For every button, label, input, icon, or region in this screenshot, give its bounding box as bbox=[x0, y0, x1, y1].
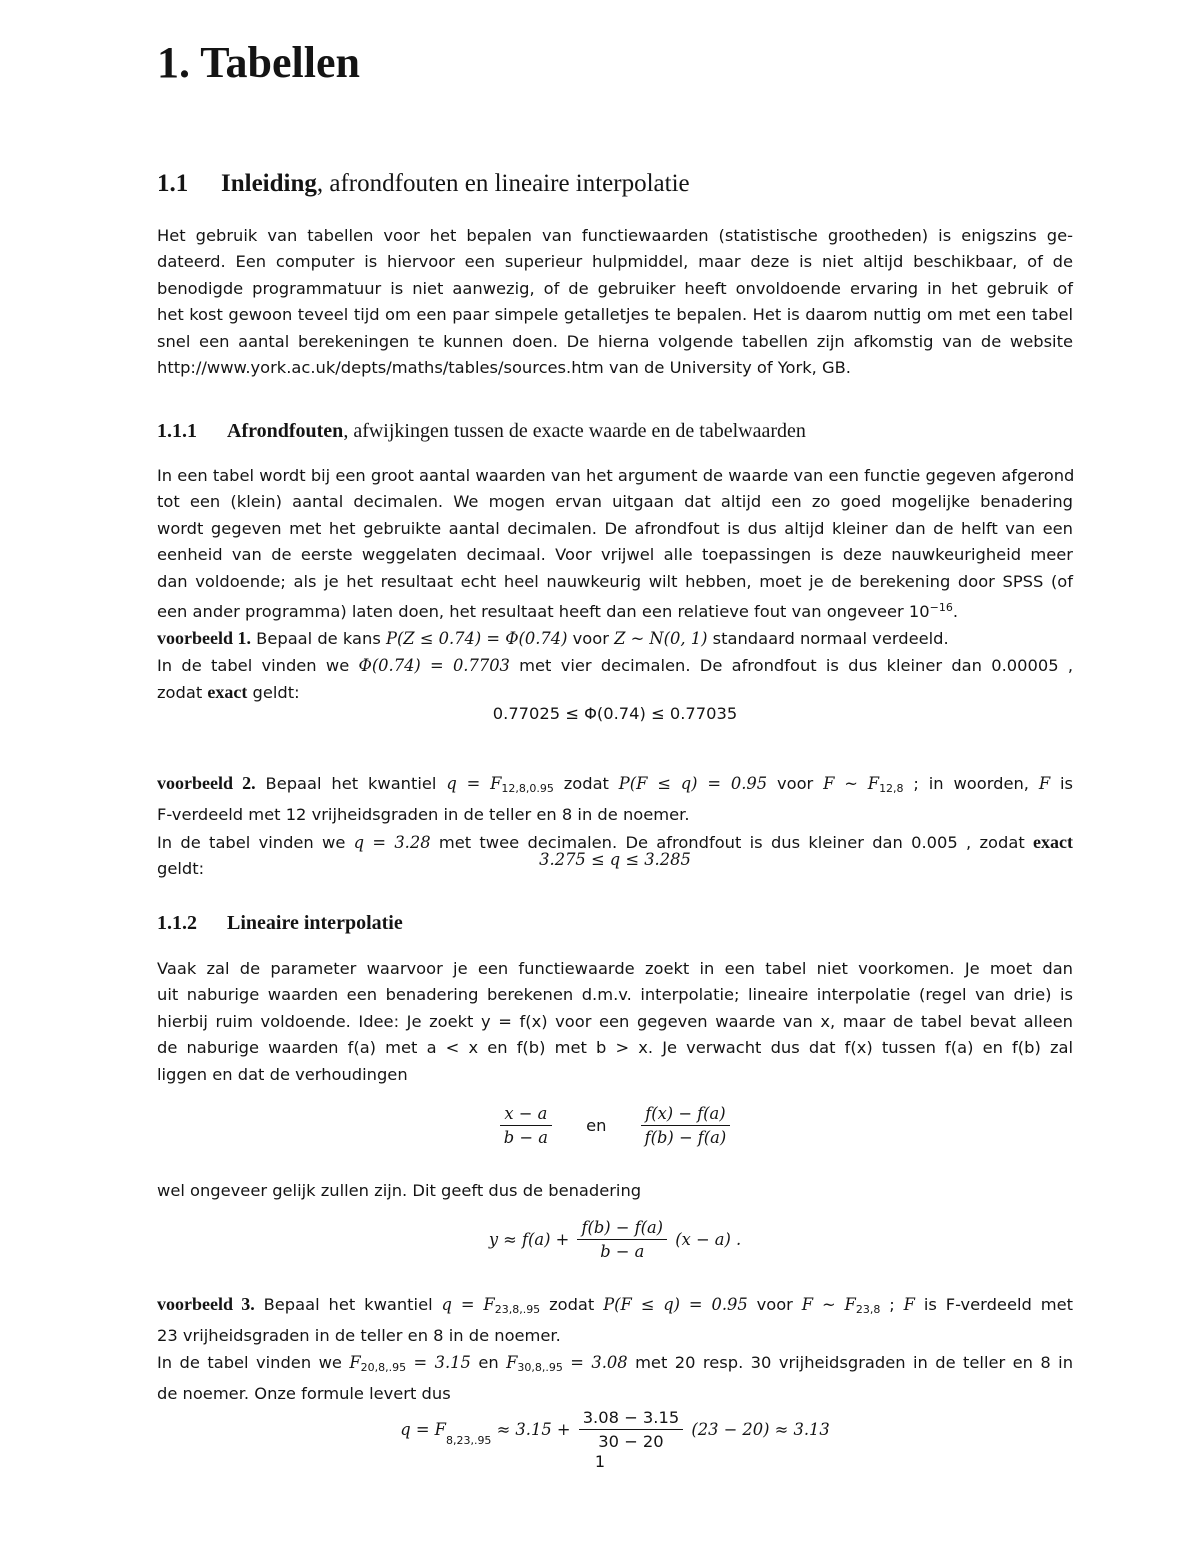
text-line: In de tabel vinden we $F_{20,8,.95} = 3.15$ en $F_{30,8,.95} = 3.08$ met 20 resp. 30 vrijheidsgraden in de teller en 8 in bbox=[157, 1352, 1074, 1374]
text-line: de naburige waarden f(a) met a < x en f(b) met b > x. Je verwacht dus dat f(x) tussen f(a) en f(b) zal bbox=[157, 1038, 1073, 1058]
text-line: liggen en dat de verhoudingen bbox=[157, 1064, 408, 1084]
section-title-rest: , afrondfouten en lineaire interpolatie bbox=[316, 170, 690, 197]
exponent: −16 bbox=[929, 601, 953, 615]
subsection-title: Lineaire interpolatie bbox=[227, 912, 403, 934]
text-line: In een tabel wordt bij een groot aantal waarden van het argument de waarde van een functie gegeven afgerond bbox=[157, 466, 1075, 485]
subsection-heading-2 bbox=[157, 910, 403, 936]
afrondfouten-paragraph bbox=[157, 463, 1073, 707]
text-line: zodat exact geldt: bbox=[157, 682, 300, 703]
chapter-title: 1. Tabellen bbox=[157, 38, 360, 87]
subsection-title-rest: , afwijkingen tussen de exacte waarde en de tabelwaarden bbox=[343, 420, 806, 442]
text-line: F-verdeeld met 12 vrijheidsgraden in de teller en 8 in de noemer. bbox=[157, 805, 690, 825]
text-line: het kost gewoon teveel tijd om een paar simpele getalletjes te bepalen. Het is daarom nuttig om met een tabel bbox=[157, 305, 1073, 325]
example-label: voorbeeld 3. bbox=[157, 1294, 255, 1314]
fraction: $\frac{x - a}{b - a}$ bbox=[500, 1104, 552, 1147]
text-line: hierbij ruim voldoende. Idee: Je zoekt y = f(x) voor een gegeven waarde van x, maar de tabel bevat alleen bbox=[157, 1011, 1073, 1031]
fraction: $\frac{3.08 - 3.15}{30 - 20}$ bbox=[579, 1408, 684, 1451]
section-title-bold: Inleiding bbox=[221, 170, 317, 197]
approximation-equation: y ≈ f(a) + $\frac{f(b) - f(a)}{b - a}$ (x − a) . bbox=[488, 1218, 742, 1261]
text-line: eenheid van de eerste weggelaten decimaal. Voor vrijwel alle toepassingen is deze nauwkeurigheid meer bbox=[157, 545, 1073, 565]
display-equation-2: 3.275 ≤ q ≤ 3.285 bbox=[539, 850, 691, 869]
example-3-line: voorbeeld 3. Bepaal het kwantiel $q = F_{23,8,.95}$ zodat P(F ≤ q) = 0.95 voor F ~ $F_{23,8}$ ; F is F-verdeeld met bbox=[157, 1294, 1073, 1316]
text-line: wel ongeveer gelijk zullen zijn. Dit geeft dus de benadering bbox=[157, 1181, 642, 1200]
intro-paragraph bbox=[157, 223, 1073, 381]
text-line: dan voldoende; als je het resultaat echt heel nauwkeurig wilt hebben, moet je de berekening door SPSS (of bbox=[157, 571, 1073, 591]
text-line: uit naburige waarden een benadering berekenen d.m.v. interpolatie; lineaire interpolatie (regel van drie) is bbox=[157, 985, 1073, 1005]
text-line: In de tabel vinden we Φ(0.74) = 0.7703 met vier decimalen. De afrondfout is dus kleiner dan 0.00005 , bbox=[157, 655, 1073, 675]
section-number: 1.1 bbox=[157, 170, 189, 197]
text-line: Het gebruik van tabellen voor het bepalen van functiewaarden (statistische grootheden) is enigszins ge- bbox=[157, 226, 1073, 245]
text-line: Vaak zal de parameter waarvoor je een functiewaarde zoekt in een tabel niet voorkomen. Je moet dan bbox=[157, 959, 1073, 978]
text-line: In de tabel vinden we q = 3.28 met twee decimalen. De afrondfout is dus kleiner dan 0.005 , zodat exact bbox=[157, 831, 1073, 852]
text-line: benodigde programmatuur is niet aanwezig, of de gebruiker heeft onvoldoende ervaring in het gebruik of bbox=[157, 278, 1073, 298]
text-line: wordt gegeven met het gebruikte aantal decimalen. De afrondfout is dus altijd kleiner dan de helft van een bbox=[157, 518, 1073, 538]
subsection-title-bold: Afrondfouten bbox=[227, 420, 344, 442]
page-number: 1 bbox=[594, 1452, 606, 1471]
ratio-equation: $\frac{x - a}{b - a}$ en $\frac{f(x) - f(a)}{f(b) - f(a)}$ bbox=[157, 1104, 1073, 1147]
subsection-heading-1 bbox=[157, 418, 806, 444]
text-line: 23 vrijheidsgraden in de teller en 8 in de noemer. bbox=[157, 1326, 561, 1346]
text-line: tot een (klein) aantal decimalen. We mogen ervan uitgaan dat altijd een zo goed mogelijke benadering bbox=[157, 492, 1073, 512]
example-2-line: voorbeeld 2. Bepaal het kwantiel $q = F_{12,8,0.95}$ zodat P(F ≤ q) = 0.95 voor F ~ $F_{12,8}$ ; in woorden, F is bbox=[157, 773, 1073, 795]
display-equation-1: 0.77025 ≤ Φ(0.74) ≤ 0.77035 bbox=[492, 704, 738, 723]
section-heading bbox=[157, 168, 690, 200]
example-3-paragraph bbox=[157, 1291, 1073, 1408]
text-line: geldt: bbox=[157, 859, 205, 879]
example-label: voorbeeld 1. bbox=[157, 628, 251, 649]
text-line: snel een aantal berekeningen te kunnen doen. De hierna volgende tabellen zijn afkomstig van de website bbox=[157, 331, 1073, 351]
text-line: http://www.york.ac.uk/depts/maths/tables/sources.htm van de University of York, GB. bbox=[157, 358, 851, 378]
fraction: $\frac{f(b) - f(a)}{b - a}$ bbox=[577, 1218, 667, 1261]
fraction: $\frac{f(x) - f(a)}{f(b) - f(a)}$ bbox=[641, 1104, 731, 1147]
text-line: een ander programma) laten doen, het resultaat heeft dan een relatieve fout van ongeveer $10^{-16}$. bbox=[157, 601, 959, 622]
text-line: dateerd. Een computer is hiervoor een superieur hulpmiddel, maar deze is niet altijd beschikbaar, of de bbox=[157, 252, 1073, 272]
subsection-number: 1.1.2 bbox=[157, 912, 197, 934]
example-1-line: voorbeeld 1. Bepaal de kans P(Z ≤ 0.74) = Φ(0.74) voor Z ~ N(0, 1) standaard normaal verdeeld. bbox=[157, 628, 949, 649]
subsection-number: 1.1.1 bbox=[157, 420, 197, 442]
interpolatie-paragraph bbox=[157, 956, 1073, 1088]
example-3-equation: $q = F_{8,23,.95} \approx 3.15$ + $\frac{3.08 - 3.15}{30 - 20}$ (23 − 20) ≈ 3.13 bbox=[400, 1408, 830, 1451]
example-label: voorbeeld 2. bbox=[157, 773, 256, 793]
text-line: de noemer. Onze formule levert dus bbox=[157, 1384, 451, 1404]
